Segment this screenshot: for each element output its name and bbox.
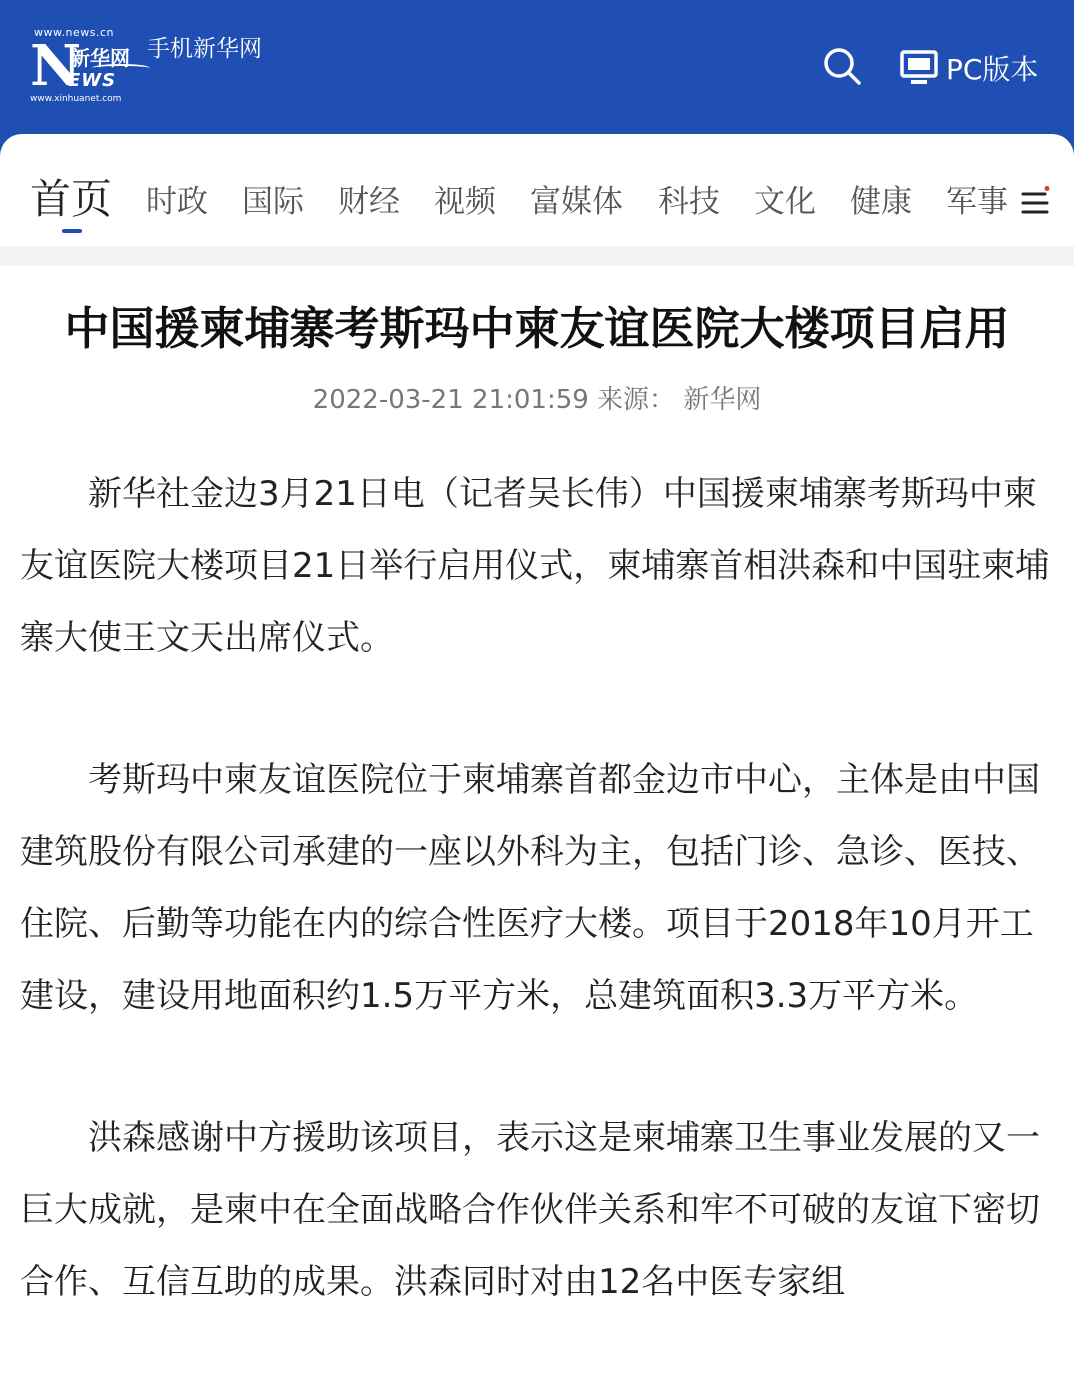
- article-paragraph: 新华社金边3月21日电（记者吴长伟）中国援柬埔寨考斯玛中柬友谊医院大楼项目21日举行启用仪式，柬埔寨首相洪森和中国驻柬埔寨大使王文天出席仪式。: [20, 474, 1050, 658]
- pc-version-button[interactable]: [900, 48, 1038, 88]
- nav-item-video[interactable]: 视频: [434, 184, 496, 220]
- hamburger-menu-icon[interactable]: [1020, 186, 1050, 218]
- logo-cn-text: 新华网: [70, 46, 130, 70]
- search-icon[interactable]: [822, 46, 862, 86]
- logo-ews-text: EWS: [68, 70, 117, 91]
- nav-item-home[interactable]: 首页: [30, 175, 112, 223]
- logo-url-bottom: www.xinhuanet.com: [30, 94, 122, 104]
- nav-item-culture[interactable]: 文化: [754, 184, 816, 220]
- article-paragraph: 考斯玛中柬友谊医院位于柬埔寨首都金边市中心，主体是由中国建筑股份有限公司承建的一座以外科为主，包括门诊、急诊、医技、住院、后勤等功能在内的综合性医疗大楼。项目于2018年10月开工建设，建设用地面积约1.5万平方米，总建筑面积3.3万平方米。: [20, 760, 1040, 1016]
- pc-version-label: PC版本: [946, 53, 1039, 86]
- channel-nav: [0, 134, 1074, 246]
- nav-active-indicator: [62, 229, 82, 233]
- logo-url-top: www.news.cn: [34, 26, 114, 39]
- nav-item-politics[interactable]: 时政: [146, 184, 208, 220]
- article-meta: 2022-03-21 21:01:59 来源： 新华网: [312, 385, 762, 415]
- logo-letter-n: N: [30, 33, 82, 99]
- nav-item-world[interactable]: 国际: [242, 184, 304, 220]
- nav-item-tech[interactable]: 科技: [658, 184, 720, 220]
- monitor-icon: [900, 50, 938, 86]
- nav-item-health[interactable]: 健康: [850, 184, 912, 220]
- article-paragraph: 洪森感谢中方援助该项目，表示这是柬埔寨卫生事业发展的又一巨大成就，是柬中在全面战略合作伙伴关系和牢不可破的友谊下密切合作、互信互助的成果。洪森同时对由12名中医专家组: [20, 1118, 1040, 1302]
- nav-item-finance[interactable]: 财经: [338, 184, 400, 220]
- nav-item-rich-media[interactable]: 富媒体: [530, 184, 623, 220]
- nav-item-military[interactable]: 军事: [946, 184, 1008, 220]
- nav-divider: [0, 246, 1074, 266]
- xinhua-logo[interactable]: [30, 26, 150, 106]
- site-name[interactable]: 手机新华网: [147, 36, 262, 62]
- article-title: 中国援柬埔寨考斯玛中柬友谊医院大楼项目启用: [64, 302, 1010, 355]
- article-body: [20, 458, 1054, 1388]
